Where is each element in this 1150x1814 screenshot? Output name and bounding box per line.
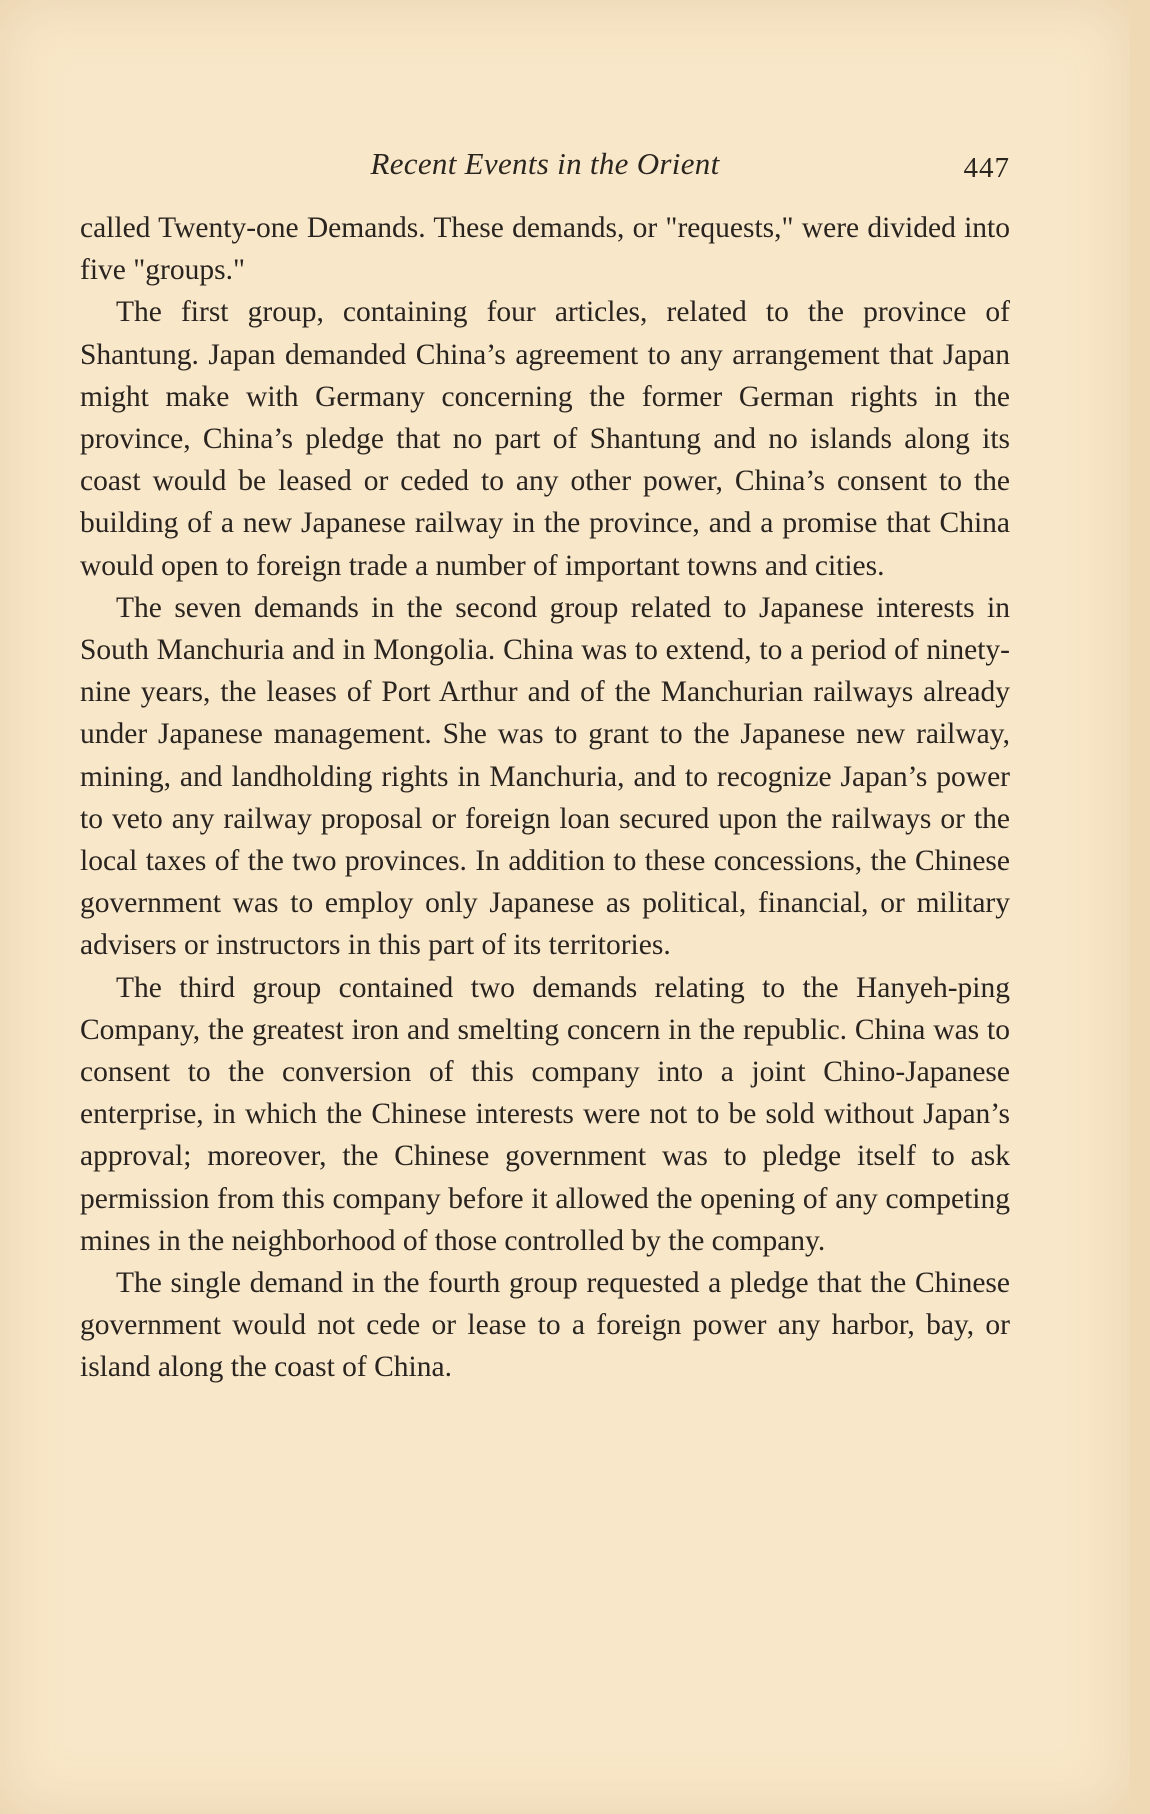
paragraph-second-group: The seven demands in the second group related to Japanese interests in South Manchuria and in Mongolia. China was to extend, to a period of ninety-nine years, the leases of Port Arthur and of the Manchurian railways already under Japanese management. She was to grant to the Japanese new railway, mining, and landholding rights in Manchuria, and to recognize Japan’s power to veto any railway proposal or foreign loan secured upon the railways or the local taxes of the two provinces. In addition to these concessions, the Chinese government was to employ only Japanese as political, financial, or military advisers or instructors in this part of its territories. bbox=[80, 591, 1010, 962]
paragraph-fourth-group: The single demand in the fourth group requested a pledge that the Chinese government would not cede or lease to a foreign power any harbor, bay, or island along the coast of China. bbox=[80, 1267, 1010, 1384]
paragraph-continued: called Twenty-one Demands. These demands, or "requests," were divided into five "groups." bbox=[80, 212, 1010, 287]
running-head bbox=[80, 146, 1010, 196]
body-text bbox=[80, 207, 1010, 1389]
page-number: 447 bbox=[963, 152, 1010, 184]
running-title: Recent Events in the Orient bbox=[370, 146, 720, 181]
page-edge bbox=[1130, 0, 1150, 1814]
paragraph-first-group: The first group, containing four articles, related to the province of Shantung. Japan demanded China’s agreement to any arrangement that Japan might make with Germany concerning the former German rights in the province, China’s pledge that no part of Shantung and no islands along its coast would be leased or ceded to any other power, China’s consent to the building of a new Japanese railway in the province, and a promise that China would open to foreign trade a number of important towns and cities. bbox=[80, 296, 1010, 582]
paragraph-third-group: The third group contained two demands relating to the Hanyeh-ping Company, the greatest iron and smelting concern in the republic. China was to consent to the conversion of this company into a joint Chino-Japanese enterprise, in which the Chinese interests were not to be sold without Japan’s approval; moreover, the Chinese government was to pledge itself to ask permission from this company before it allowed the opening of any competing mines in the neighborhood of those controlled by the company. bbox=[80, 971, 1010, 1257]
